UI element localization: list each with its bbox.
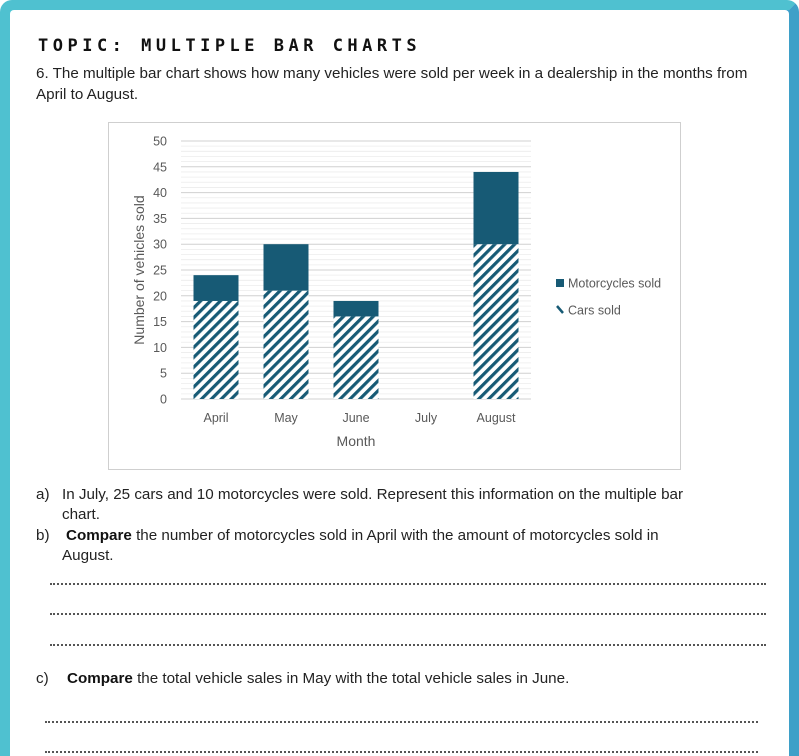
- answer-line-b3[interactable]: [50, 644, 766, 646]
- question-text: 6. The multiple bar chart shows how many vehicles were sold per week in a dealership in the months from April to August.: [36, 65, 748, 103]
- bar-cars-april: [194, 301, 239, 399]
- x-axis-title: Month: [336, 433, 376, 449]
- x-tick-label: July: [414, 411, 438, 425]
- y-tick-label: 5: [160, 366, 167, 381]
- bar-cars-june: [334, 316, 379, 399]
- bar-motorcycles-april: [194, 275, 239, 301]
- x-tick-label: June: [342, 411, 370, 425]
- bar-motorcycles-may: [264, 244, 309, 290]
- part-b-bold: Compare: [66, 527, 132, 544]
- x-tick-label: May: [274, 411, 298, 425]
- legend-label-motorcycles: Motorcycles sold: [568, 276, 662, 291]
- part-c-text: [67, 669, 569, 689]
- y-tick-label: 50: [153, 134, 167, 149]
- part-c-label: c): [36, 670, 49, 687]
- part-a-line2: chart.: [62, 506, 100, 523]
- bar-chart-svg: [109, 123, 682, 471]
- topic-heading: TOPIC: MULTIPLE BAR CHARTS: [38, 36, 422, 56]
- part-b-line1: [66, 526, 659, 546]
- legend-swatch-motorcycles: [556, 279, 564, 287]
- y-tick-label: 0: [160, 392, 167, 407]
- y-tick-label: 10: [153, 340, 167, 355]
- x-tick-label: April: [203, 411, 229, 425]
- legend-swatch-cars: [557, 306, 563, 313]
- y-tick-label: 30: [153, 237, 167, 252]
- y-tick-label: 20: [153, 289, 167, 304]
- answer-line-b1[interactable]: [50, 583, 766, 585]
- answer-line-c1[interactable]: [45, 721, 758, 723]
- part-c-bold: Compare: [67, 670, 133, 687]
- y-tick-label: 35: [153, 211, 167, 226]
- part-c: [36, 669, 776, 691]
- y-axis-title: Number of vehicles sold: [131, 195, 147, 345]
- answer-line-c2[interactable]: [45, 751, 758, 753]
- part-b-line2: August.: [62, 547, 114, 564]
- part-b: [36, 526, 776, 568]
- part-c-rest: the total vehicle sales in May with the total vehicle sales in June.: [132, 670, 570, 687]
- part-b-line1-rest: the number of motorcycles sold in April with the amount of motorcycles sold in: [131, 527, 659, 544]
- bar-motorcycles-august: [474, 172, 519, 244]
- bar-motorcycles-june: [334, 301, 379, 316]
- x-tick-label: August: [476, 411, 516, 425]
- y-tick-label: 45: [153, 160, 167, 175]
- bar-cars-may: [264, 291, 309, 399]
- part-a: [36, 485, 776, 527]
- part-a-label: a): [36, 486, 50, 503]
- part-b-label: b): [36, 527, 50, 544]
- legend-label-cars: Cars sold: [568, 303, 621, 318]
- answer-line-b2[interactable]: [50, 613, 766, 615]
- bar-chart: [108, 122, 681, 470]
- y-tick-label: 40: [153, 186, 167, 201]
- y-tick-label: 15: [153, 315, 167, 330]
- y-tick-label: 25: [153, 263, 167, 278]
- part-a-line1: In July, 25 cars and 10 motorcycles were sold. Represent this information on the multiple bar: [62, 486, 684, 503]
- bar-cars-august: [474, 244, 519, 399]
